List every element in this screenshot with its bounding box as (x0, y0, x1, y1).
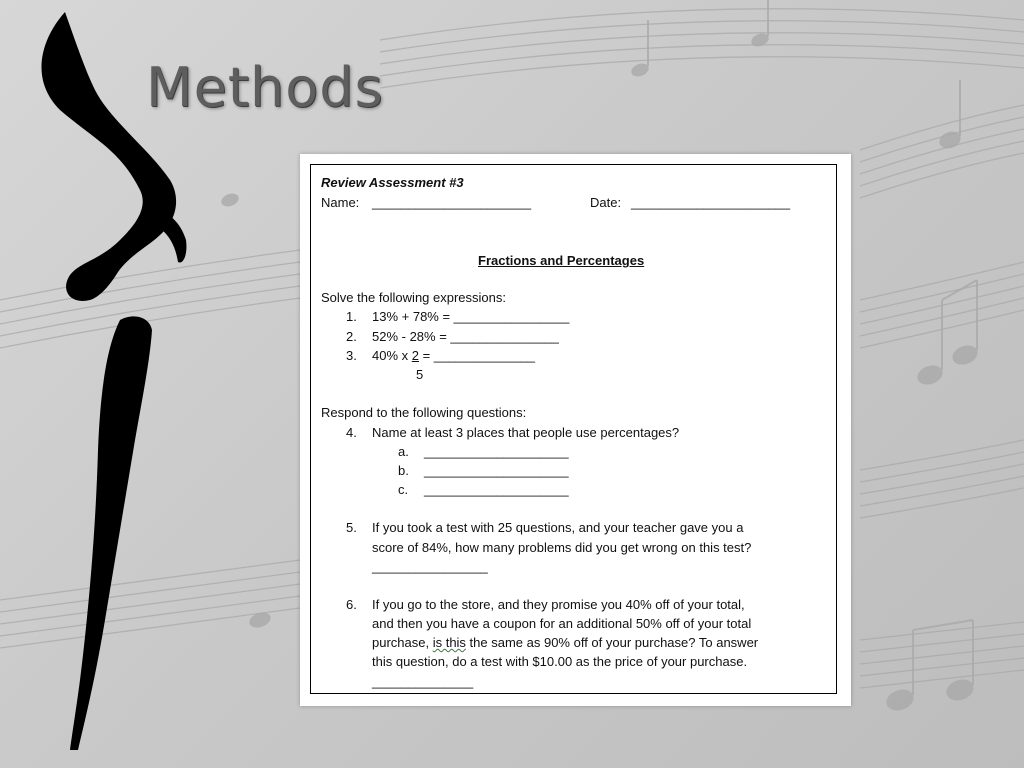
item-2-number: 2. (346, 329, 357, 344)
q5-line-2: score of 84%, how many problems did you get wrong on this test? (372, 540, 752, 555)
date-blank: ______________________ (631, 195, 791, 210)
item-3-prefix: 40% x (372, 348, 412, 363)
q6-line-3 (372, 635, 758, 650)
slide-title: Methods (146, 56, 384, 119)
date-label: Date: (590, 195, 622, 210)
q4-number: 4. (346, 425, 357, 440)
section2-intro: Respond to the following questions: (321, 405, 527, 420)
item-1-number: 1. (346, 309, 357, 324)
worksheet-heading: Fractions and Percentages (478, 253, 645, 268)
item-2-text: 52% - 28% = _______________ (372, 329, 559, 344)
q6-number: 6. (346, 597, 357, 612)
q6-answer-blank: ______________ (372, 674, 474, 689)
fraction-numerator: 2 (411, 348, 419, 363)
q4-subitem-c-blank: ____________________ (424, 482, 569, 497)
worksheet-title: Review Assessment #3 (321, 175, 464, 190)
q4-subitem-c-letter: c. (398, 482, 409, 497)
q6-line-4: this question, do a test with $10.00 as the price of your purchase. (372, 654, 748, 669)
item-1-text: 13% + 78% = ________________ (372, 309, 570, 324)
q6-line-1: If you go to the store, and they promise you 40% off of your total, (372, 597, 745, 612)
grammar-flag: is this (432, 635, 466, 650)
q6-line-2: and then you have a coupon for an additional 50% off of your total (372, 616, 752, 631)
q4-subitem-b-blank: ____________________ (424, 463, 569, 478)
section1-intro: Solve the following expressions: (321, 290, 506, 305)
q6-line-3-suffix: the same as 90% off of your purchase? To answer (465, 635, 759, 650)
item-3-suffix: = ______________ (418, 348, 536, 363)
q4-text: Name at least 3 places that people use percentages? (372, 425, 680, 440)
fraction-denominator: 5 (416, 367, 424, 382)
q4-subitem-a-letter: a. (398, 444, 409, 459)
q5-line-1: If you took a test with 25 questions, and your teacher gave you a (372, 520, 744, 535)
item-3-number: 3. (346, 348, 357, 363)
worksheet-image (300, 154, 851, 706)
name-label: Name: (321, 195, 360, 210)
item-3-text (372, 348, 535, 363)
q4-subitem-b-letter: b. (398, 463, 409, 478)
q5-number: 5. (346, 520, 357, 535)
q4-subitem-a-blank: ____________________ (424, 444, 569, 459)
name-blank: ______________________ (372, 195, 532, 210)
q5-answer-blank: ________________ (372, 559, 488, 574)
q6-line-3-prefix: purchase, (372, 635, 433, 650)
